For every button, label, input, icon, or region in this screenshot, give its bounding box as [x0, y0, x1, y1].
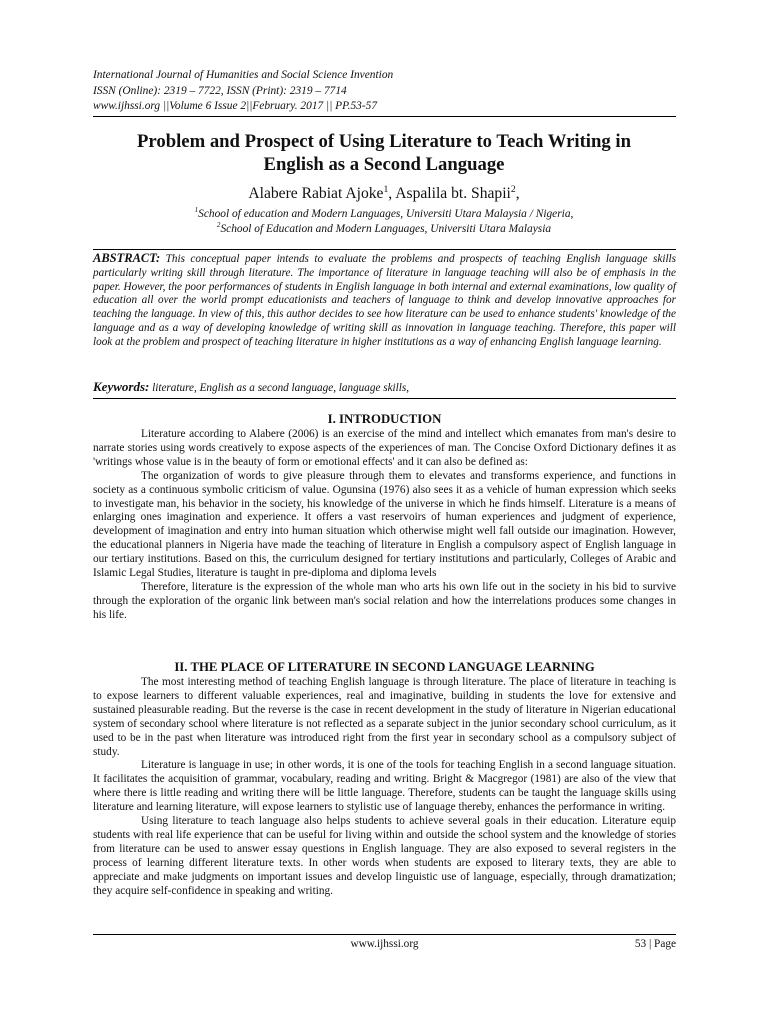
paper-title-line-1: Problem and Prospect of Using Literature to Teach Writing in: [136, 131, 631, 152]
abstract-top-rule: [93, 249, 676, 250]
affiliation-2-text: School of Education and Modern Languages, Universiti Utara Malaysia: [220, 222, 552, 235]
section-2-body: [93, 676, 676, 899]
author-2-affil-mark: 2: [510, 183, 516, 195]
introduction-body: [93, 428, 676, 623]
paragraph: The organization of words to give pleasure through them to elevates and transforms experience, and functions in society as a continuous symbolic criticism of value. Ogunsina (1976) also sees it as a vehicle of human expression which seeks to investigate man, his behavior in the society, his knowledge of the universe in which he finds himself. Literature is a means of enlarging ones imagination and experience. It offers a vast reservoirs of human experiences and judgment of experience, development of imagination and entry into human situation which otherwise might well fall outside our imagination. However, the educational planners in Nigeria have made the teaching of literature in English a compulsory aspect of English language in our tertiary institutions. Based on this, the curriculum designed for tertiary institutions and particularly, Colleges of Arabic and Islamic Legal Studies, literature is taught in pre-diploma and diploma levels: [93, 469, 676, 580]
keywords-bottom-rule: [93, 398, 676, 399]
paragraph: Using literature to teach language also helps students to achieve several goals in their education. Literature equip students with real life experience that can be useful for living within and outside the school system and the knowledge of stories from literature can be used to answer essay questions in English language. They are also exposed to several registers in the process of learning different literature texts. In other words when students are exposed to literary texts, they are able to appreciate and make judgments on important issues and develop linguistic use of language, especially, through dramatization; they acquire self-confidence in speaking and writing.: [93, 815, 676, 897]
affiliation-2-mark: 2: [216, 220, 221, 229]
author-1-affil-mark: 1: [383, 183, 389, 195]
section-heading-introduction: I. INTRODUCTION: [327, 412, 442, 426]
abstract-label: ABSTRACT:: [93, 251, 161, 265]
affiliation-1-mark: 1: [194, 206, 199, 215]
affiliation-2: [60, 222, 708, 237]
footer-rule: [93, 934, 676, 935]
abstract-text: This conceptual paper intends to evaluate the problems and prospects of teaching English language skills particularly writing skill through literature. The importance of literature in language teaching will also be of emphasis in the paper. However, the poor performances of students in English language in both internal and external examinations, low quality of education all over the world prompt educationists and teachers of language to think and develop innovative approaches for teaching the language. In view of this, this author decides to see how literature can be used to enhance students' knowledge of the language and as a way of developing knowledge of writing skill as innovation in language teaching. Therefore, this paper will look at the problem and prospect of teaching literature in higher institutions as a way of enhancing English language learning.: [93, 253, 677, 348]
footer-website: www.ijhssi.org: [350, 938, 419, 950]
author-1: Alabere Rabiat Ajoke: [248, 185, 384, 202]
paragraph: Therefore, literature is the expression of the whole man who arts his own life out in the society in his bid to survive through the exploration of the organic link between man's social relation and how the interrelations produces some changes in his life.: [93, 580, 676, 621]
affiliation-1-text: School of education and Modern Languages, Universiti Utara Malaysia / Nigeria,: [198, 208, 574, 220]
paragraph: Literature is language in use; in other words, it is one of the tools for teaching English in a second language situation. It facilitates the acquisition of grammar, vocabulary, reading and writing. Bright & Macgregor (1981) are also of the view that where there is little reading and writing there will be little language. Therefore, students can be taught the language skills using literature and learning literature, will expose learners to stylistic use of language thereby, enhances the performance in writing.: [93, 759, 676, 814]
paper-title: [60, 130, 708, 176]
affiliation-1: [60, 207, 708, 222]
journal-header: [93, 68, 683, 115]
keywords: [93, 380, 676, 395]
journal-issn: ISSN (Online): 2319 – 7722, ISSN (Print): 2319 – 7714: [93, 84, 347, 97]
keywords-label: Keywords:: [93, 379, 150, 394]
journal-name: International Journal of Humanities and Social Science Invention: [93, 69, 394, 81]
author-list: Alabere Rabiat Ajoke$^1$, Aspalila bt. Shapii$^2$,: [248, 183, 520, 202]
journal-volume: www.ijhssi.org ||Volume 6 Issue 2||February. 2017 || PP.53-57: [93, 100, 378, 112]
abstract: [93, 252, 676, 350]
affiliations: [60, 207, 708, 236]
header-rule: [93, 116, 676, 117]
section-heading-place-of-literature: II. THE PLACE OF LITERATURE IN SECOND LANGUAGE LEARNING: [174, 660, 595, 674]
author-2: Aspalila bt. Shapii: [395, 185, 511, 202]
paragraph: Literature according to Alabere (2006) is an exercise of the mind and intellect which emanates from man's desire to narrate stories using words creatively to expose aspects of the experiences of man. The Concise Oxford Dictionary defines it as 'writings whose value is in the beauty of form or emotional effects' and it can also be defined as:: [93, 428, 676, 468]
keywords-text: literature, English as a second language, language skills,: [152, 382, 410, 394]
page-number: 53 | Page: [634, 938, 676, 950]
paper-title-line-2: English as a Second Language: [263, 154, 505, 175]
paragraph: The most interesting method of teaching English language is through literature. The place of literature in teaching is to expose learners to different valuable experiences, real and imaginative, building in students the love for extensive and sustained pleasurable reading. But the reverse is the case in recent development in the study of literature in Nigerian educational system of secondary school where literature is not reflected as a separate subject in the junior secondary school curriculum, as it used to be in the past when literature was introduced right from the first year in secondary school as a compulsory subject of study.: [93, 676, 676, 758]
